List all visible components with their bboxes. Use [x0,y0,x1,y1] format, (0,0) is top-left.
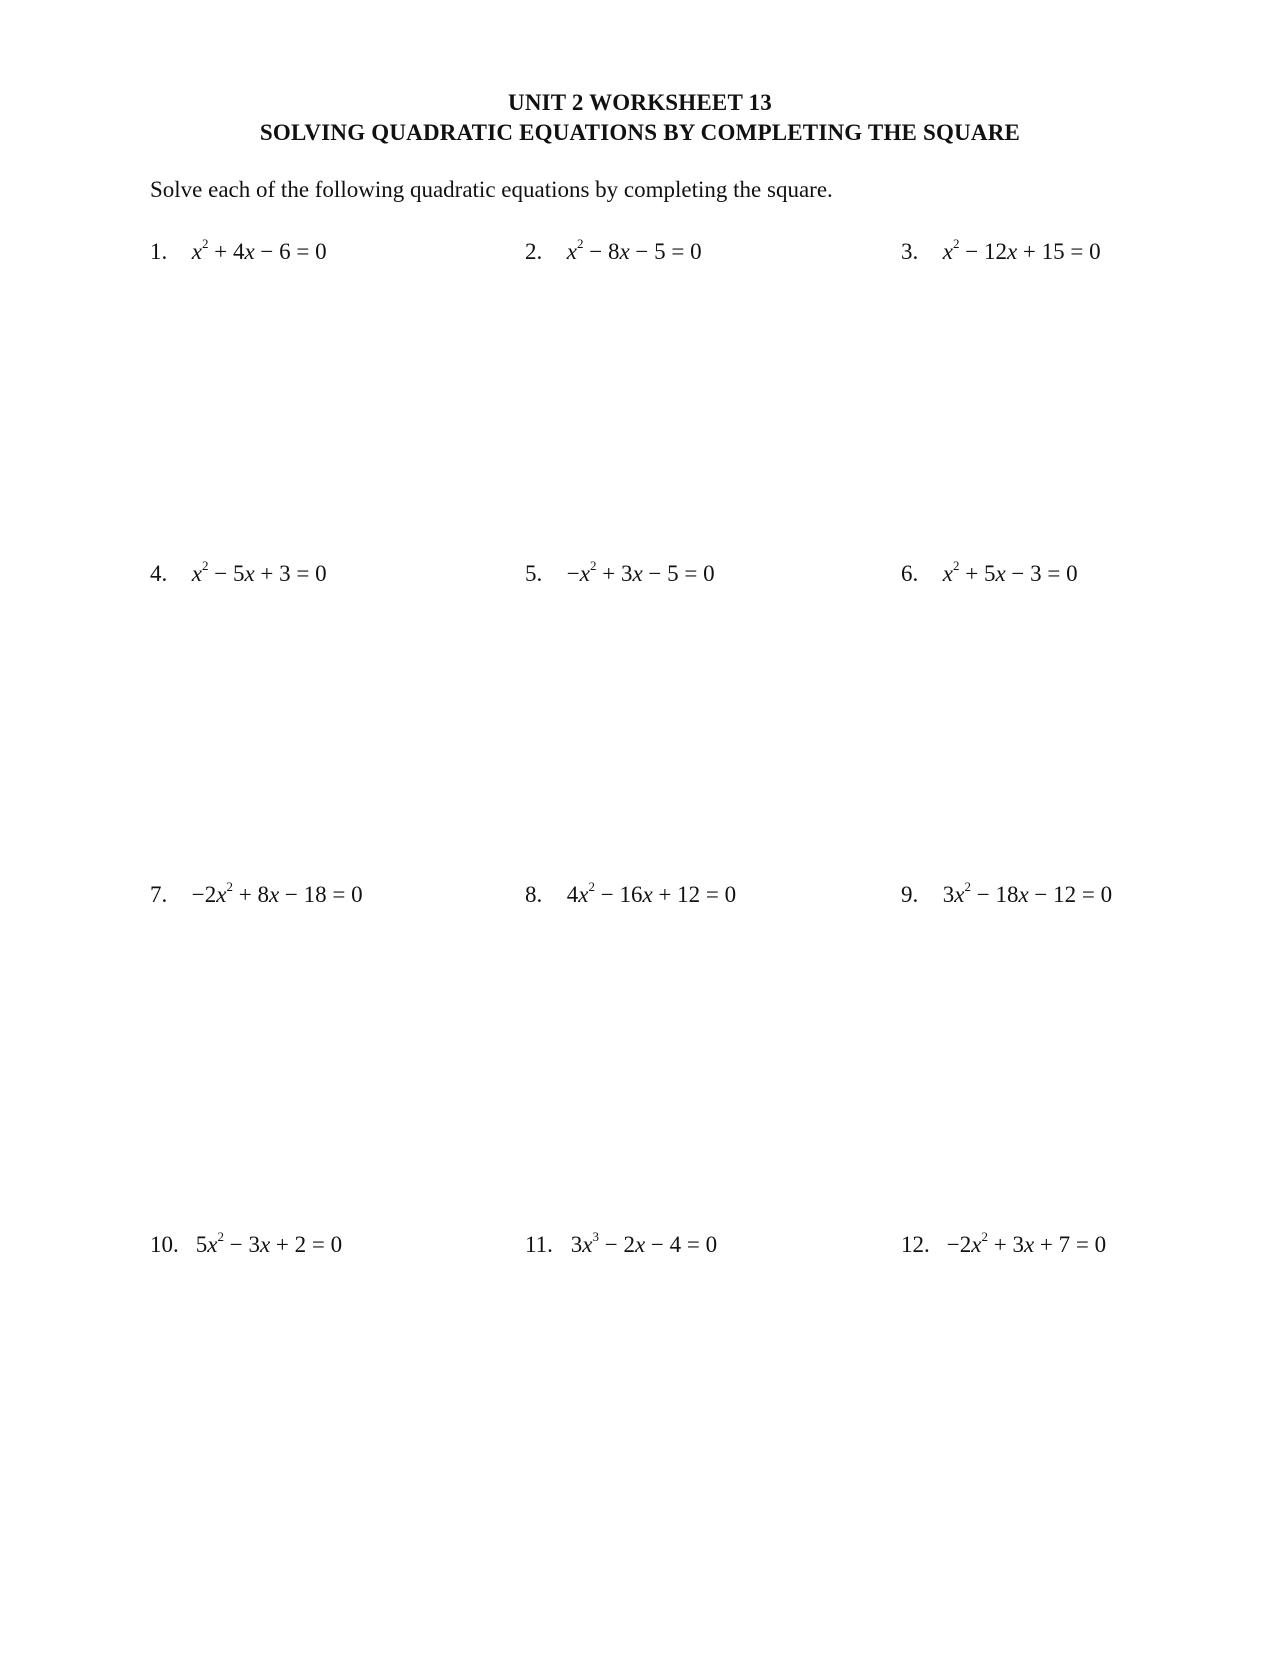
problem-equation: $x^2 - 8x - 5 = 0$ [566,236,702,264]
problem-equation: $x^2 - 5x + 3 = 0$ [191,558,327,586]
problem-equation: $-2x^2 + 8x - 18 = 0$ [191,879,363,907]
problem-equation: $x^2 - 12x + 15 = 0$ [942,236,1101,264]
problem-10 [150,1229,343,1258]
problem-equation: $-x^2 + 3x - 5 = 0$ [566,558,715,586]
problem-equation: $4x^2 - 16x + 12 = 0$ [566,879,737,907]
problem-number: 8. [525,882,543,907]
problem-equation: $3x^2 - 18x - 12 = 0$ [942,879,1113,907]
problem-number: 6. [901,561,919,586]
problem-5 [525,558,715,587]
problem-number: 5. [525,561,543,586]
problem-3 [901,236,1101,265]
problem-number: 1. [150,239,168,264]
problem-number: 4. [150,561,168,586]
problem-2 [525,236,702,265]
problem-equation: $3x^3 - 2x - 4 = 0$ [570,1229,718,1257]
problem-number: 10. [150,1232,179,1257]
problem-number: 2. [525,239,543,264]
worksheet-subtitle: SOLVING QUADRATIC EQUATIONS BY COMPLETING THE SQUARE [259,120,1021,145]
problem-equation: $x^2 + 5x - 3 = 0$ [942,558,1078,586]
worksheet-title: UNIT 2 WORKSHEET 13 [508,90,772,115]
problem-number: 11. [525,1232,553,1257]
problem-equation: $5x^2 - 3x + 2 = 0$ [195,1229,343,1257]
problem-11 [525,1229,718,1258]
problem-9 [901,879,1113,908]
problem-equation: $-2x^2 + 3x + 7 = 0$ [946,1229,1107,1257]
problem-4 [150,558,327,587]
problem-number: 3. [901,239,919,264]
problem-6 [901,558,1078,587]
problem-number: 9. [901,882,919,907]
problem-12 [901,1229,1107,1258]
problem-1 [150,236,327,265]
problem-8 [525,879,737,908]
problem-number: 7. [150,882,168,907]
instructions-text: Solve each of the following quadratic equations by completing the square. [150,177,833,202]
problem-equation: $x^2 + 4x - 6 = 0$ [191,236,327,264]
problem-7 [150,879,363,908]
problem-number: 12. [901,1232,930,1257]
